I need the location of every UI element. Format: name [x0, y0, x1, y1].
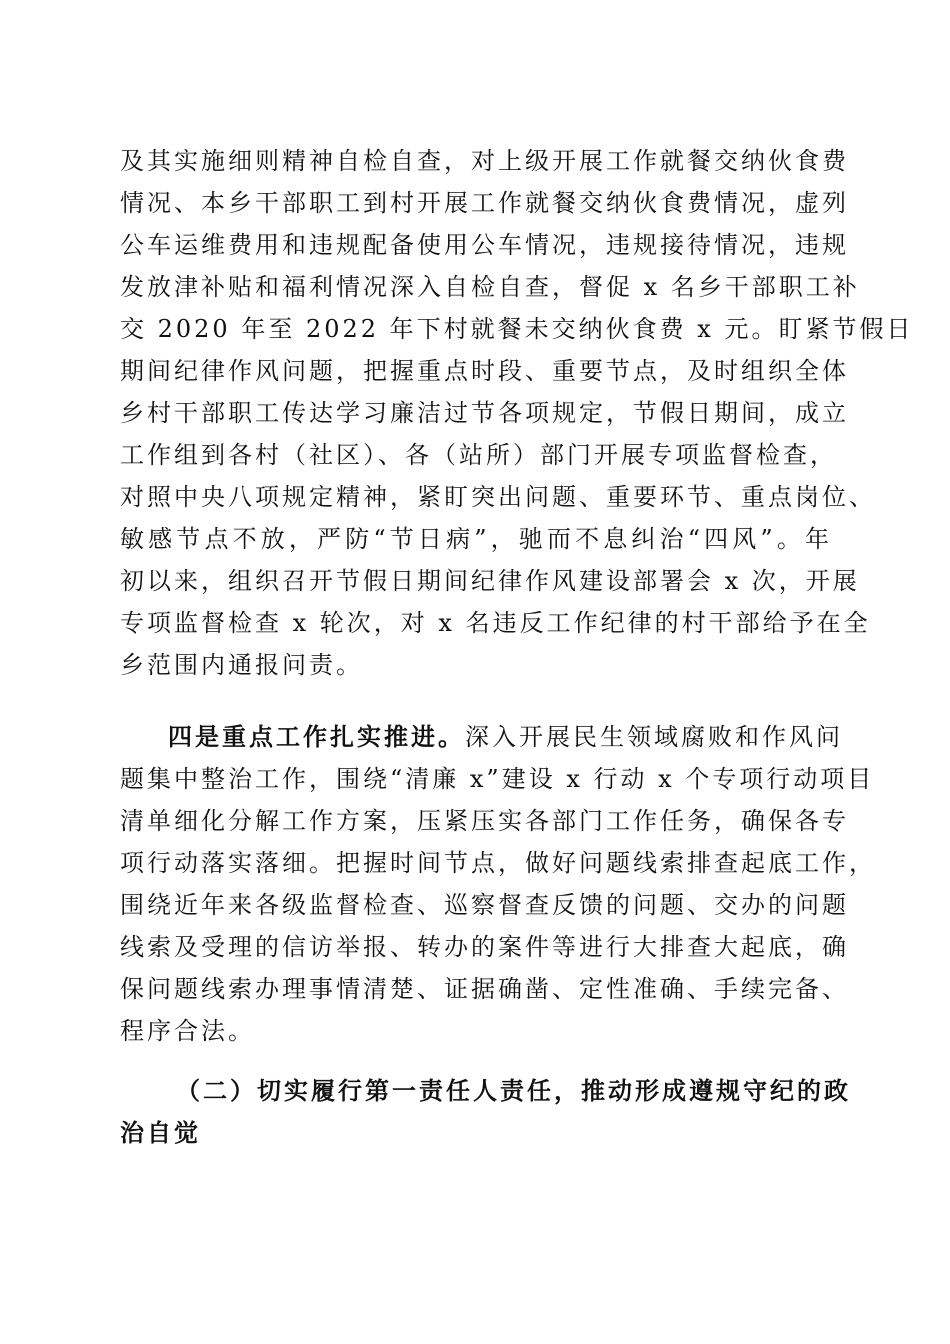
paragraph-line: 工作组到各村（社区）、各（站所）部门开展专项监督检查， [120, 441, 837, 469]
paragraph-lead-heading: 四是重点工作扎实推进。 [168, 722, 465, 751]
paragraph-line: 情况、本乡干部职工到村开展工作就餐交纳伙食费情况，虚列 [120, 189, 849, 217]
paragraph-line: 项行动落实落细。把握时间节点，做好问题线索排查起底工作， [120, 849, 876, 877]
section-heading-line: （二）切实履行第一责任人责任，推动形成遵规守纪的政 [176, 1076, 851, 1105]
paragraph-line: 及其实施细则精神自检自查，对上级开展工作就餐交纳伙食费 [120, 147, 849, 175]
paragraph-line: 乡范围内通报问责。 [120, 651, 363, 679]
paragraph-line: 对照中央八项规定精神，紧盯突出问题、重要环节、重点岗位、 [120, 483, 876, 511]
paragraph-integrity-checks [120, 140, 914, 686]
paragraph-line: 初以来，组织召开节假日期间纪律作风建设部署会 x 次，开展 [120, 567, 860, 595]
paragraph-line: 期间纪律作风问题，把握重点时段、重要节点，及时组织全体 [120, 357, 849, 385]
paragraph-line: 乡村干部职工传达学习廉洁过节各项规定，节假日期间，成立 [120, 399, 849, 427]
section-heading-line: 治自觉 [120, 1118, 201, 1147]
paragraph-line: 交 2020 年至 2022 年下村就餐未交纳伙食费 x 元。盯紧节假日 [120, 315, 914, 343]
paragraph-line: 专项监督检查 x 轮次，对 x 名违反工作纪律的村干部给予在全 [120, 609, 871, 637]
paragraph-line: 清单细化分解工作方案，压紧压实各部门工作任务，确保各专 [120, 807, 849, 835]
paragraph-line: 发放津补贴和福利情况深入自检自查，督促 x 名乡干部职工补 [120, 273, 860, 301]
paragraph-line: 线索及受理的信访举报、转办的案件等进行大排查大起底，确 [120, 933, 849, 961]
paragraph-line: 程序合法。 [120, 1017, 255, 1045]
paragraph-first-line [120, 716, 843, 758]
paragraph-line: 题集中整治工作，围绕“清廉 x”建设 x 行动 x 个专项行动项目 [120, 765, 875, 793]
section-heading [120, 1070, 851, 1154]
paragraph-key-work [120, 716, 876, 1052]
paragraph-line: 敏感节点不放，严防“节日病”，驰而不息纠治“四风”。年 [120, 525, 832, 553]
paragraph-line: 保问题线索办理事情清楚、证据确凿、定性准确、手续完备、 [120, 975, 849, 1003]
paragraph-line: 围绕近年来各级监督检查、巡察督查反馈的问题、交办的问题 [120, 891, 849, 919]
paragraph-line: 公车运维费用和违规配备使用公车情况，违规接待情况，违规 [120, 231, 849, 259]
paragraph-lead-rest: 深入开展民生领域腐败和作风问 [465, 723, 843, 751]
